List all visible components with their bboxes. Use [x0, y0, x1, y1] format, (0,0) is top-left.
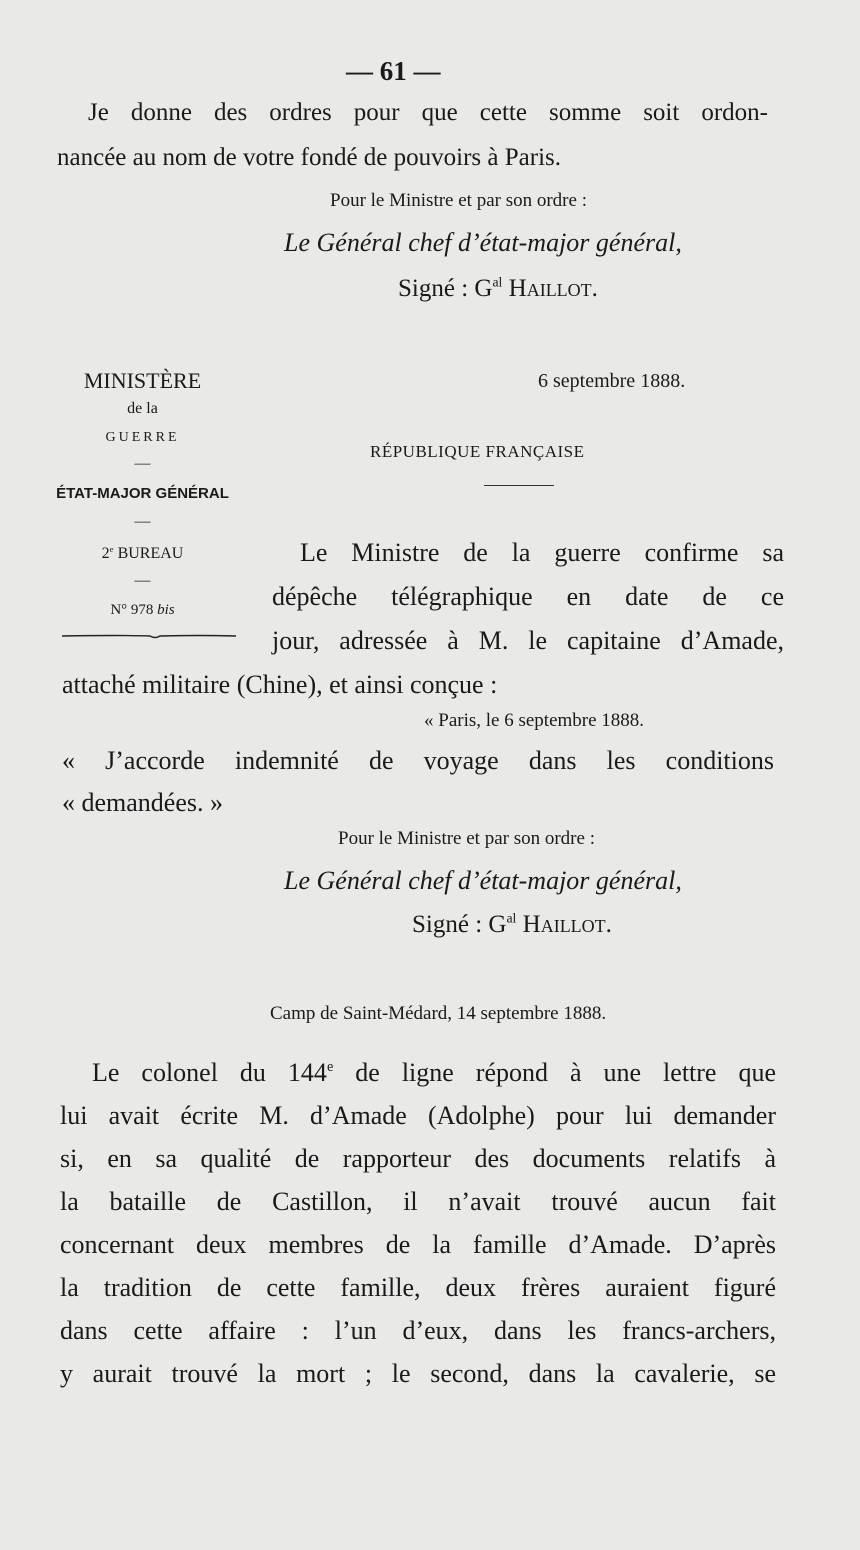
para3-line1-a: Le colonel du 144	[92, 1058, 327, 1087]
page-number: — 61 —	[346, 56, 441, 86]
para1-line2: nancée au nom de votre fondé de pouvoirs à Paris.	[57, 144, 562, 171]
signature1-title: Le Général chef d’état-major général,	[284, 228, 682, 257]
signature2-title: Le Général chef d’état-major général,	[284, 866, 682, 895]
sidebar-dash-1: —	[134, 455, 151, 472]
signature2-pour: Pour le Ministre et par son ordre :	[338, 828, 595, 849]
sidebar-bureau	[60, 545, 225, 563]
para3-line5: concernant deux membres de la famille d’Amade. D’après	[60, 1230, 776, 1259]
para3-line4: la bataille de Castillon, il n’avait trouvé aucun fait	[60, 1187, 776, 1216]
telegram-line1: « J’accorde indemnité de voyage dans les conditions	[62, 746, 774, 775]
sidebar-numero	[60, 602, 225, 619]
sidebar-bureau-sup: e	[109, 543, 114, 554]
sidebar-dash-2: —	[134, 513, 151, 530]
signature2-sup: al	[506, 910, 517, 926]
sidebar-bureau-number: 2	[101, 545, 110, 562]
sidebar-ministere: MINISTÈRE	[83, 368, 202, 393]
sidebar-dash-3: —	[134, 572, 151, 589]
signature2-signed	[412, 912, 612, 937]
para1-line1: Je donne des ordres pour que cette somme soit ordon-	[88, 99, 768, 126]
para2-line3: jour, adressée à M. le capitaine d’Amade,	[272, 626, 784, 655]
signature1-signed	[398, 276, 598, 301]
para3-line6: la tradition de cette famille, deux frères auraient figuré	[60, 1273, 776, 1302]
para3-line1	[92, 1060, 776, 1086]
sidebar-numero-bis: bis	[157, 602, 175, 618]
signature2-name: Haillot.	[522, 911, 612, 938]
sidebar-bureau-label: BUREAU	[117, 545, 184, 562]
signature1-sup: al	[492, 274, 503, 290]
para3-line2: lui avait écrite M. d’Amade (Adolphe) pour lui demander	[60, 1101, 776, 1130]
header-republique: RÉPUBLIQUE FRANÇAISE	[370, 442, 585, 461]
telegram-place-date: « Paris, le 6 septembre 1888.	[424, 710, 645, 731]
telegram-line2: « demandées. »	[62, 788, 224, 817]
sidebar-flourish-rule	[60, 628, 240, 642]
signature1-signe: Signé : G	[398, 275, 493, 302]
para3-line3: si, en sa qualité de rapporteur des documents relatifs à	[60, 1144, 776, 1173]
camp-date-line: Camp de Saint-Médard, 14 septembre 1888.	[270, 1003, 607, 1024]
sidebar-flourish-path	[62, 636, 236, 638]
signature1-name: Haillot.	[508, 275, 598, 302]
signature1-pour: Pour le Ministre et par son ordre :	[330, 190, 587, 211]
sidebar-de-la: de la	[127, 400, 158, 417]
para2-line2: dépêche télégraphique en date de ce	[272, 582, 784, 611]
header-rule	[484, 485, 554, 486]
para2-line4: attaché militaire (Chine), et ainsi conçue :	[62, 670, 498, 699]
para3-line1-b: de ligne répond à une lettre que	[333, 1058, 776, 1087]
para3-line8: y aurait trouvé la mort ; le second, dans la cavalerie, se	[60, 1359, 776, 1388]
header-date: 6 septembre 1888.	[538, 370, 686, 392]
signature2-signe: Signé : G	[412, 911, 507, 938]
sidebar-etat-major: ÉTAT-MAJOR GÉNÉRAL	[56, 485, 229, 502]
sidebar-numero-text: N° 978	[110, 602, 154, 618]
para2-line1: Le Ministre de la guerre confirme sa	[300, 538, 784, 567]
para3-line7: dans cette affaire : l’un d’eux, dans les francs-archers,	[60, 1316, 776, 1345]
para3-line1-sup: e	[326, 1059, 334, 1075]
sidebar-guerre: GUERRE	[105, 430, 180, 445]
